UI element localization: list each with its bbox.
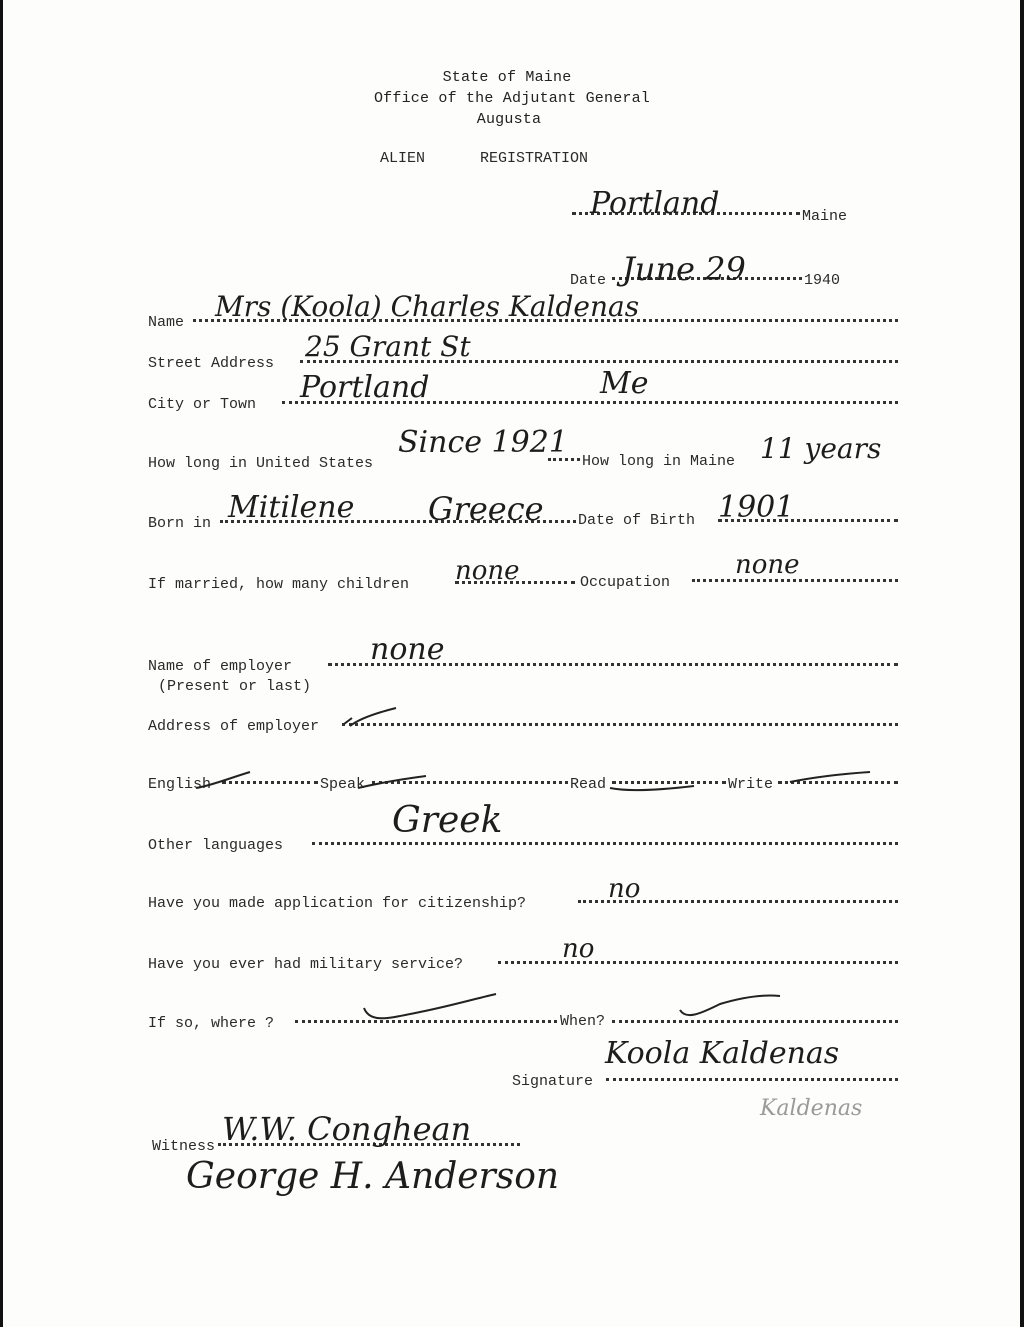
city-label: City or Town — [148, 396, 257, 413]
born-country-value: Greece — [428, 490, 544, 528]
dob-value: 1901 — [718, 490, 795, 525]
read-label: Read — [570, 776, 607, 793]
place-suffix: Maine — [802, 208, 848, 225]
english-label: English — [148, 776, 212, 793]
military-dotted-line — [498, 959, 898, 964]
military-value: no — [562, 934, 595, 964]
how-long-us-dotted-line — [548, 456, 580, 461]
date-value: June 29 — [622, 250, 746, 288]
how-long-us-label: How long in United States — [148, 455, 374, 472]
how-long-me-value: 11 years — [760, 432, 882, 465]
date-year: 1940 — [804, 272, 841, 289]
english-check-marks — [190, 762, 910, 798]
signature-value: Koola Kaldenas — [605, 1036, 840, 1071]
when-label: When? — [560, 1013, 606, 1030]
witness-1-value: W.W. Conghean — [222, 1110, 472, 1148]
scan-edge-right — [1020, 0, 1024, 1327]
date-label: Date — [570, 272, 607, 289]
where-label: If so, where ? — [148, 1015, 275, 1032]
street-label: Street Address — [148, 355, 275, 372]
scan-edge-left — [0, 0, 3, 1327]
occupation-value: none — [735, 550, 800, 580]
employer-address-dotted-line — [342, 721, 898, 726]
married-label: If married, how many children — [148, 576, 410, 593]
name-value: Mrs (Koola) Charles Kaldenas — [215, 290, 640, 323]
witness-2-value: George H. Anderson — [186, 1156, 560, 1197]
city-state-value: Me — [600, 366, 649, 401]
citizenship-value: no — [608, 874, 641, 904]
header-city: Augusta — [476, 111, 542, 128]
place-value: Portland — [590, 186, 720, 221]
employer-address-dash-mark — [340, 704, 400, 730]
speak-label: Speak — [320, 776, 366, 793]
employer-sublabel: (Present or last) — [158, 678, 312, 695]
city-value: Portland — [300, 370, 430, 405]
signature-dotted-line — [606, 1076, 898, 1081]
other-languages-label: Other languages — [148, 837, 284, 854]
write-label: Write — [728, 776, 774, 793]
other-languages-value: Greek — [392, 800, 503, 841]
employer-label: Name of employer — [148, 658, 293, 675]
dob-label: Date of Birth — [578, 512, 696, 529]
name-label: Name — [148, 314, 185, 331]
occupation-label: Occupation — [580, 574, 671, 591]
military-label: Have you ever had military service? — [148, 956, 464, 973]
header-state: State of Maine — [442, 69, 572, 86]
how-long-us-value: Since 1921 — [398, 425, 568, 460]
born-in-label: Born in — [148, 515, 212, 532]
citizenship-label: Have you made application for citizenship? — [148, 895, 527, 912]
employer-address-label: Address of employer — [148, 718, 320, 735]
title-registration: REGISTRATION — [480, 150, 589, 167]
born-in-value: Mitilene — [228, 490, 355, 525]
witness-label: Witness — [152, 1138, 216, 1155]
how-long-me-label: How long in Maine — [582, 453, 736, 470]
signature-label: Signature — [512, 1073, 594, 1090]
employer-value: none — [370, 632, 445, 667]
header-office: Office of the Adjutant General — [373, 90, 651, 107]
children-value: none — [455, 556, 520, 586]
signature-note: Kaldenas — [760, 1096, 863, 1121]
title-alien: ALIEN — [380, 150, 426, 167]
where-when-check-marks — [360, 990, 920, 1030]
street-value: 25 Grant St — [305, 330, 471, 363]
